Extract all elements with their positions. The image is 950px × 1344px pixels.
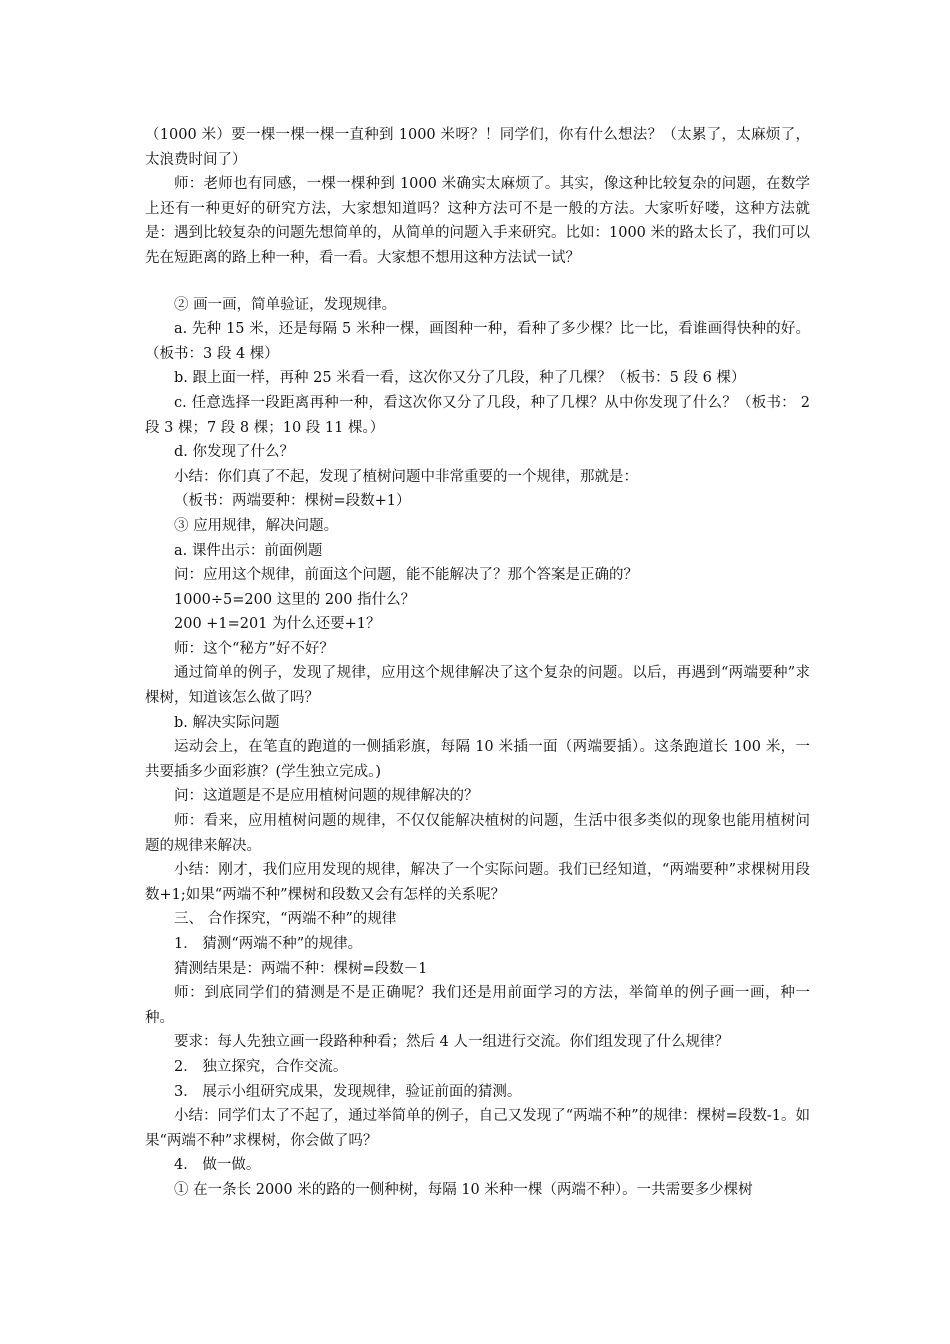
paragraph: （1000 米）要一棵一棵一棵一直种到 1000 米呀？！同学们，你有什么想法？（太累了，太麻烦了，太浪费时间了） xyxy=(145,127,810,168)
paragraph: 3． 展示小组研究成果，发现规律，验证前面的猜测。 xyxy=(174,1083,522,1100)
paragraph: 通过简单的例子，发现了规律，应用这个规律解决了这个复杂的问题。以后，再遇到“两端要种”求棵树，知道该怎么做了吗？ xyxy=(145,665,810,707)
paragraph: 问：这道题是不是应用植树问题的规律解决的？ xyxy=(174,788,479,805)
paragraph: 1． 猜测“两端不种”的规律。 xyxy=(174,936,363,952)
paragraph: 师：这个“秘方”好不好？ xyxy=(174,640,334,657)
paragraph: 猜测结果是：两端不种：棵树=段数－1 xyxy=(174,960,428,977)
paragraph: a. 课件出示：前面例题 xyxy=(174,542,323,559)
paragraph: 4． 做一做。 xyxy=(174,1157,261,1174)
paragraph: b. 解决实际问题 xyxy=(174,714,280,731)
paragraph: ① 在一条长 2000 米的路的一侧种树，每隔 10 米种一棵（两端不种）。一共需要多少棵树 xyxy=(174,1181,753,1198)
paragraph: ③ 应用规律，解决问题。 xyxy=(174,517,339,534)
document-page xyxy=(145,123,810,1203)
paragraph-gap xyxy=(145,271,810,293)
paragraph: d. 你发现了什么？ xyxy=(174,444,294,461)
paragraph: 问：应用这个规律，前面这个问题，能不能解决了？那个答案是正确的？ xyxy=(174,567,638,584)
paragraph: b. 跟上面一样，再种 25 米看一看，这次你又分了几段，种了几棵？（板书：5 段 6 棵） xyxy=(174,370,746,387)
paragraph: （板书：两端要种：棵树=段数+1） xyxy=(174,493,411,510)
paragraph: 1000÷5=200 这里的 200 指什么？ xyxy=(174,591,416,608)
paragraph: 师：看来，应用植树问题的规律，不仅仅能解决植树的问题，生活中很多类似的现象也能用植树问题的规律来解决。 xyxy=(145,813,810,854)
paragraph: 小结：同学们太了不起了，通过举简单的例子，自己又发现了“两端不种”的规律：棵树=段数-1。如果“两端不种”求棵树，你会做了吗？ xyxy=(145,1108,810,1149)
paragraph: 师：到底同学们的猜测是不是正确呢？我们还是用前面学习的方法，举简单的例子画一画，种一种。 xyxy=(145,985,810,1026)
paragraph: a. 先种 15 米，还是每隔 5 米种一棵，画图种一种，看种了多少棵？比一比，看谁画得快种的好。（板书：3 段 4 棵） xyxy=(145,321,810,362)
paragraph: 小结：你们真了不起，发现了植树问题中非常重要的一个规律，那就是： xyxy=(174,468,638,485)
paragraph: 要求：每人先独立画一段路种种看；然后 4 人一组进行交流。你们组发现了什么规律？ xyxy=(174,1034,729,1051)
paragraph: 小结：刚才，我们应用发现的规律，解决了一个实际问题。我们已经知道，“两端要种”求棵树用段数+1;如果“两端不种”棵树和段数又会有怎样的关系呢？ xyxy=(145,862,810,903)
paragraph: 师：老师也有同感，一棵一棵种到 1000 米确实太麻烦了。其实，像这种比较复杂的问题，在数学上还有一种更好的研究方法，大家想知道吗？这种方法可不是一般的方法。大家听好喽，这种方法就是：遇到比较复杂的问题先想简单的，从简单的问题入手来研究。比如：1000 米的路太长了，我们可以先在短距离的路上种一种，看一看。大家想不想用这种方法试一试？ xyxy=(145,176,811,266)
paragraph: 运动会上，在笔直的跑道的一侧插彩旗，每隔 10 米插一面（两端要插）。这条跑道长 100 米，一共要插多少面彩旗？(学生独立完成。) xyxy=(145,739,810,780)
paragraph: ② 画一画，简单验证，发现规律。 xyxy=(174,296,397,313)
paragraph: 200 +1=201 为什么还要+1？ xyxy=(174,616,381,633)
paragraph: 三、 合作探究，“两端不种”的规律 xyxy=(174,911,397,928)
paragraph: c. 任意选择一段距离再种一种，看这次你又分了几段，种了几棵？从中你发现了什么？（板书： 2 段 3 棵；7 段 8 棵；10 段 11 棵。） xyxy=(145,394,810,436)
paragraph: 2． 独立探究，合作交流。 xyxy=(174,1058,348,1075)
